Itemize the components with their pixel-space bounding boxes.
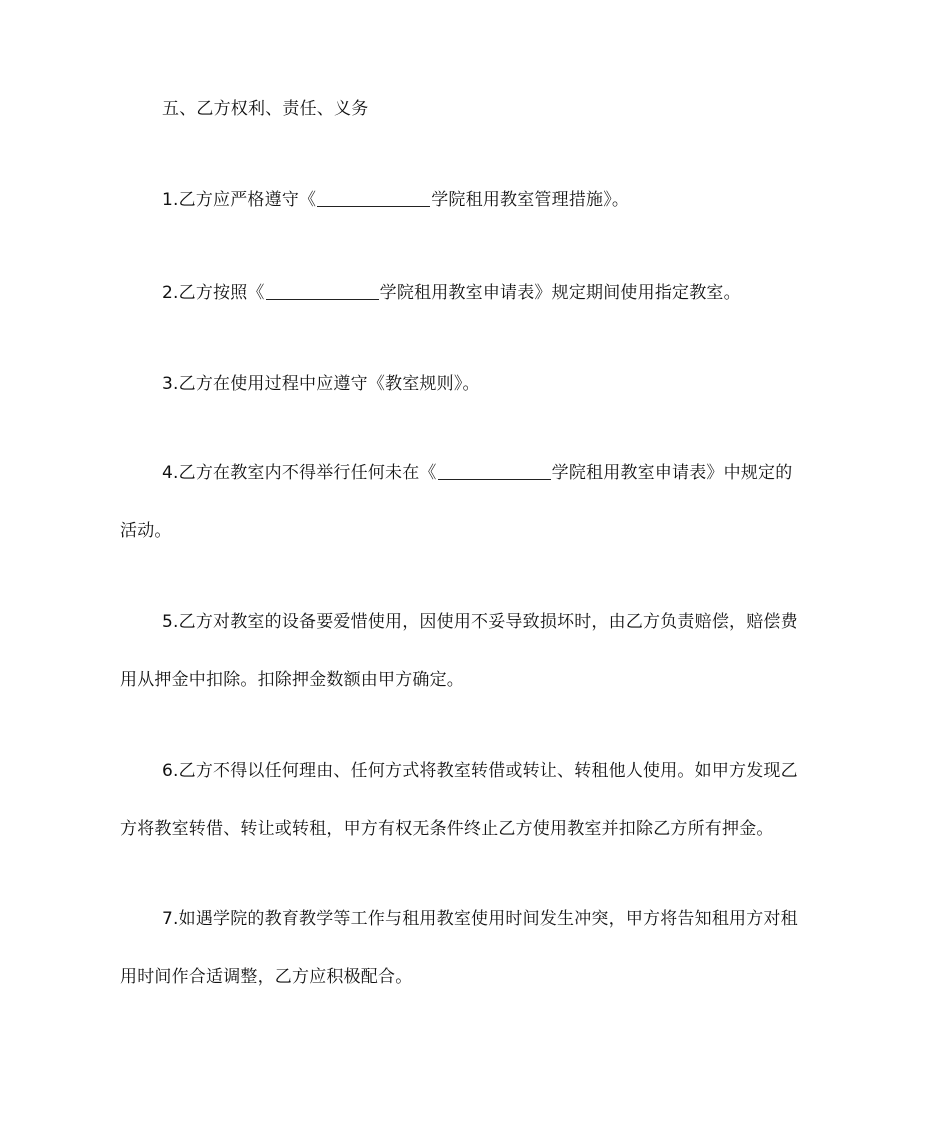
clause-text: 活动。: [120, 521, 172, 541]
section-heading: [162, 97, 368, 121]
clause-text: 学院租用教室申请表》中规定的: [551, 463, 793, 483]
clause-4-line-1: [162, 461, 792, 485]
clause-text: 3.乙方在使用过程中应遵守《教室规则》。: [162, 374, 480, 394]
clause-5-line-1: [162, 610, 798, 634]
clause-5-line-2: [120, 668, 464, 692]
clause-text: 6.乙方不得以任何理由、任何方式将教室转借或转让、转租他人使用。如甲方发现乙: [162, 761, 798, 781]
clause-1: [162, 188, 629, 212]
clause-text: 2.乙方按照《: [162, 283, 265, 303]
clause-text: 用时间作合适调整，乙方应积极配合。: [120, 967, 413, 987]
clause-text: 5.乙方对教室的设备要爱惜使用，因使用不妥导致损坏时，由乙方负责赔偿，赔偿费: [162, 612, 798, 632]
fill-in-blank: [317, 188, 430, 207]
clause-text: 4.乙方在教室内不得举行任何未在《: [162, 463, 437, 483]
fill-in-blank: [438, 461, 551, 480]
clause-text: 用从押金中扣除。扣除押金数额由甲方确定。: [120, 670, 464, 690]
clause-6-line-1: [162, 759, 798, 783]
clause-text: 7.如遇学院的教育教学等工作与租用教室使用时间发生冲突，甲方将告知租用方对租: [162, 909, 798, 929]
clause-4-line-2: [120, 519, 172, 543]
clause-6-line-2: [120, 817, 774, 841]
clause-text: 学院租用教室申请表》规定期间使用指定教室。: [379, 283, 741, 303]
clause-3: [162, 372, 480, 396]
clause-7-line-1: [162, 907, 798, 931]
clause-7-line-2: [120, 965, 412, 989]
clause-text: 1.乙方应严格遵守《: [162, 190, 317, 210]
clause-text: 学院租用教室管理措施》。: [431, 190, 630, 210]
clause-2: [162, 281, 741, 305]
section-heading-text: 五、乙方权利、责任、义务: [162, 99, 369, 119]
fill-in-blank: [266, 281, 379, 300]
clause-text: 方将教室转借、转让或转租，甲方有权无条件终止乙方使用教室并扣除乙方所有押金。: [120, 819, 774, 839]
